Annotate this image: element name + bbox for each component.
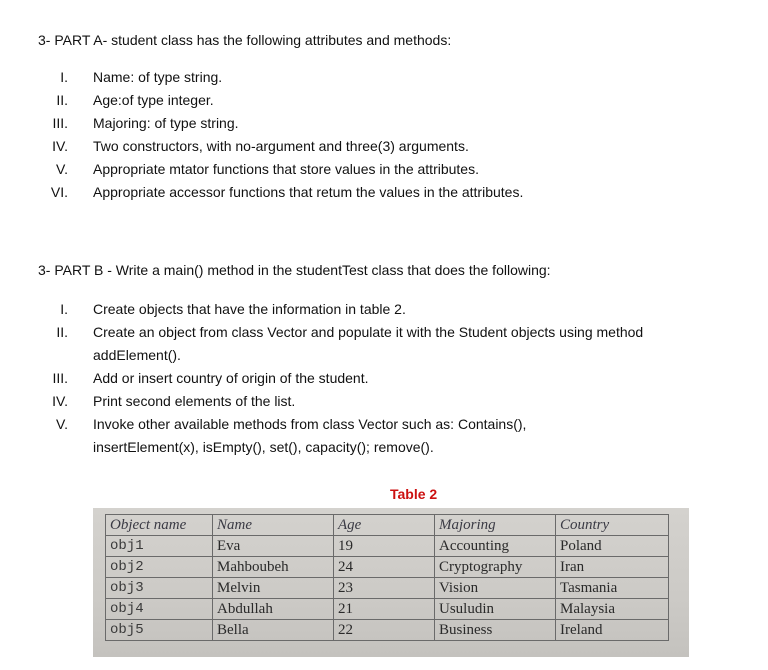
cell-age: 24 — [334, 557, 435, 578]
cell-age: 21 — [334, 599, 435, 620]
list-item — [38, 181, 523, 204]
table-photo — [93, 508, 689, 657]
list-item — [38, 135, 523, 158]
list-item — [38, 66, 523, 89]
list-item-text: Age:of type integer. — [93, 92, 214, 108]
list-item-text: Invoke other available methods from class Vector such as: Contains(), insertElement(x), isEmpty(), set(), capacity(); remove(). — [93, 416, 527, 455]
list-item — [38, 89, 523, 112]
cell-name: Eva — [213, 536, 334, 557]
cell-country: Iran — [556, 557, 669, 578]
cell-country: Malaysia — [556, 599, 669, 620]
table-row — [106, 620, 669, 641]
table-header-row — [106, 515, 669, 536]
cell-age: 22 — [334, 620, 435, 641]
cell-country: Ireland — [556, 620, 669, 641]
list-numeral: III. — [52, 370, 68, 386]
part-b-heading: 3- PART B - Write a main() method in the studentTest class that does the following: — [38, 262, 551, 278]
cell-object: obj3 — [106, 578, 213, 599]
cell-object: obj1 — [106, 536, 213, 557]
header-age: Age — [334, 515, 435, 536]
cell-object: obj5 — [106, 620, 213, 641]
cell-majoring: Business — [435, 620, 556, 641]
header-object-name: Object name — [106, 515, 213, 536]
list-item — [38, 367, 678, 390]
list-numeral: V. — [56, 161, 68, 177]
cell-country: Tasmania — [556, 578, 669, 599]
cell-majoring: Cryptography — [435, 557, 556, 578]
list-item — [38, 321, 678, 367]
table-row — [106, 578, 669, 599]
cell-name: Bella — [213, 620, 334, 641]
cell-majoring: Vision — [435, 578, 556, 599]
cell-age: 23 — [334, 578, 435, 599]
table-caption: Table 2 — [390, 486, 438, 502]
cell-majoring: Accounting — [435, 536, 556, 557]
cell-country: Poland — [556, 536, 669, 557]
part-a-heading: 3- PART A- student class has the following attributes and methods: — [38, 32, 452, 48]
list-numeral: IV. — [52, 393, 68, 409]
cell-object: obj2 — [106, 557, 213, 578]
list-item-text: Print second elements of the list. — [93, 393, 296, 409]
cell-name: Mahboubeh — [213, 557, 334, 578]
list-item-text: Create objects that have the information in table 2. — [93, 301, 406, 317]
student-table — [105, 514, 669, 641]
list-item-text: Two constructors, with no-argument and three(3) arguments. — [93, 138, 469, 154]
table-row — [106, 557, 669, 578]
list-item-text: Name: of type string. — [93, 69, 223, 85]
list-item-text: Appropriate accessor functions that retum the values in the attributes. — [93, 184, 524, 200]
list-item-text: Create an object from class Vector and populate it with the Student objects using method addElement(). — [93, 324, 644, 363]
list-item — [38, 298, 678, 321]
list-item-text: Appropriate mtator functions that store values in the attributes. — [93, 161, 479, 177]
list-numeral: II. — [56, 324, 68, 340]
list-item — [38, 390, 678, 413]
list-numeral: I. — [60, 301, 68, 317]
table-row — [106, 599, 669, 620]
list-numeral: I. — [60, 69, 68, 85]
cell-name: Abdullah — [213, 599, 334, 620]
list-item — [38, 413, 678, 459]
header-country: Country — [556, 515, 669, 536]
list-numeral: IV. — [52, 138, 68, 154]
part-a-list — [38, 66, 523, 204]
list-numeral: II. — [56, 92, 68, 108]
list-numeral: V. — [56, 416, 68, 432]
part-b-list — [38, 298, 678, 459]
table-row — [106, 536, 669, 557]
list-numeral: III. — [52, 115, 68, 131]
header-name: Name — [213, 515, 334, 536]
list-item — [38, 158, 523, 181]
list-item-text: Add or insert country of origin of the student. — [93, 370, 369, 386]
cell-name: Melvin — [213, 578, 334, 599]
header-majoring: Majoring — [435, 515, 556, 536]
list-item — [38, 112, 523, 135]
list-item-text: Majoring: of type string. — [93, 115, 239, 131]
cell-object: obj4 — [106, 599, 213, 620]
cell-majoring: Usuludin — [435, 599, 556, 620]
list-numeral: VI. — [50, 184, 68, 200]
cell-age: 19 — [334, 536, 435, 557]
